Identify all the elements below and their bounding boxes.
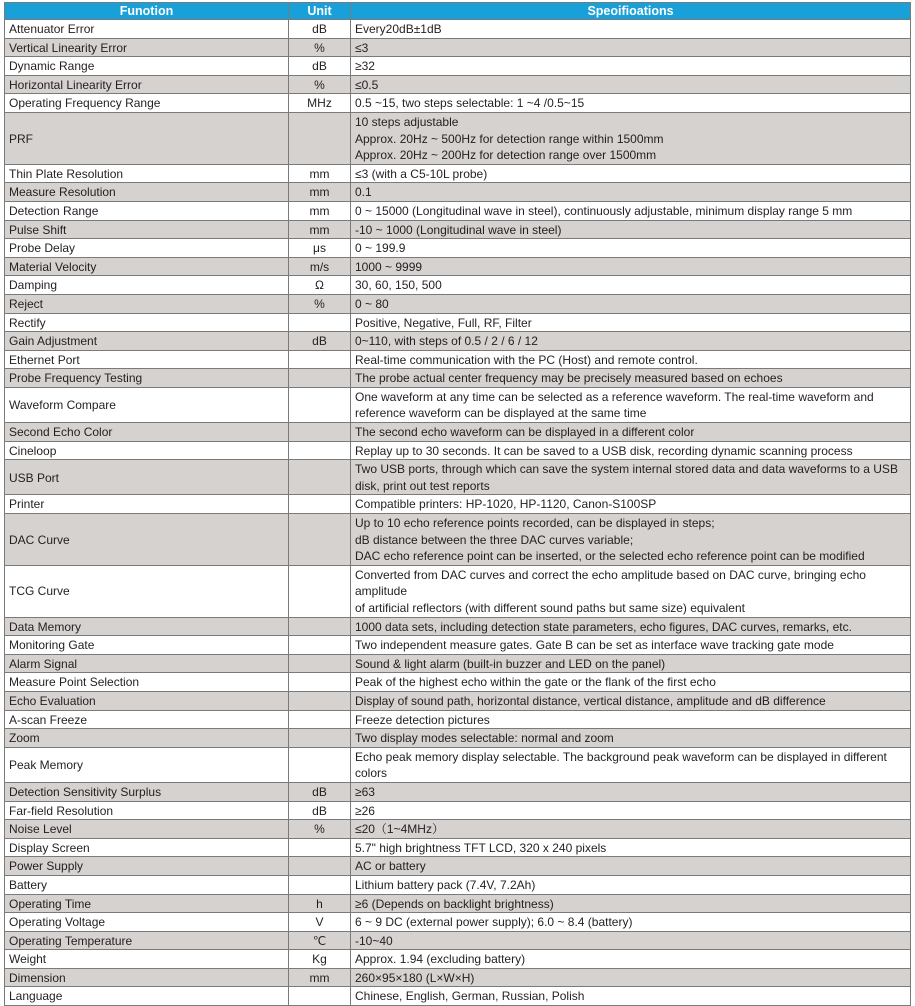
spec-line: 260×95×180 (L×W×H) bbox=[355, 970, 475, 985]
spec-cell bbox=[351, 950, 911, 969]
spec-cell bbox=[351, 369, 911, 388]
function-cell: Printer bbox=[5, 495, 289, 514]
table-row bbox=[5, 673, 911, 692]
spec-cell bbox=[351, 94, 911, 113]
spec-cell bbox=[351, 782, 911, 801]
spec-cell bbox=[351, 495, 911, 514]
spec-line: Two independent measure gates. Gate B can be set as interface wave tracking gate mode bbox=[355, 638, 834, 653]
table-row bbox=[5, 239, 911, 258]
unit-cell: ℃ bbox=[289, 931, 351, 950]
spec-line: Two display modes selectable: normal and zoom bbox=[355, 731, 614, 746]
unit-cell bbox=[289, 691, 351, 710]
table-row bbox=[5, 164, 911, 183]
function-cell: Ethernet Port bbox=[5, 350, 289, 369]
unit-cell bbox=[289, 673, 351, 692]
unit-cell: μs bbox=[289, 239, 351, 258]
spec-line: DAC echo reference point can be inserted, or the selected echo reference point can be modified bbox=[355, 549, 865, 564]
function-cell: Language bbox=[5, 987, 289, 1006]
table-row bbox=[5, 710, 911, 729]
function-cell: Cineloop bbox=[5, 441, 289, 460]
unit-cell bbox=[289, 857, 351, 876]
spec-cell bbox=[351, 710, 911, 729]
spec-cell bbox=[351, 183, 911, 202]
spec-line: 0 ~ 15000 (Longitudinal wave in steel), continuously adjustable, minimum display range 5 mm bbox=[355, 203, 853, 218]
table-row bbox=[5, 514, 911, 566]
spec-cell bbox=[351, 164, 911, 183]
spec-cell bbox=[351, 20, 911, 39]
unit-cell: % bbox=[289, 75, 351, 94]
function-cell: Display Screen bbox=[5, 838, 289, 857]
spec-cell bbox=[351, 294, 911, 313]
function-cell: Operating Time bbox=[5, 894, 289, 913]
unit-cell bbox=[289, 495, 351, 514]
unit-cell bbox=[289, 654, 351, 673]
spec-line: 0.5 ~15, two steps selectable: 1 ~4 /0.5~15 bbox=[355, 96, 585, 111]
function-cell: Far-field Resolution bbox=[5, 801, 289, 820]
table-row bbox=[5, 913, 911, 932]
spec-line: Freeze detection pictures bbox=[355, 712, 490, 727]
spec-line: ≤3 bbox=[355, 40, 369, 55]
spec-cell bbox=[351, 931, 911, 950]
spec-cell bbox=[351, 747, 911, 782]
unit-cell: mm bbox=[289, 201, 351, 220]
table-row bbox=[5, 441, 911, 460]
spec-line: Positive, Negative, Full, RF, Filter bbox=[355, 315, 532, 330]
unit-cell bbox=[289, 729, 351, 748]
unit-cell bbox=[289, 617, 351, 636]
function-cell: Thin Plate Resolution bbox=[5, 164, 289, 183]
spec-column-header: Speoifioations bbox=[351, 3, 911, 20]
spec-cell bbox=[351, 460, 911, 495]
function-cell: Attenuator Error bbox=[5, 20, 289, 39]
unit-cell: dB bbox=[289, 782, 351, 801]
spec-cell bbox=[351, 565, 911, 617]
spec-line: Every20dB±1dB bbox=[355, 22, 442, 36]
function-cell: Probe Delay bbox=[5, 239, 289, 258]
spec-cell bbox=[351, 968, 911, 987]
unit-cell bbox=[289, 460, 351, 495]
spec-line: -10 ~ 1000 (Longitudinal wave in steel) bbox=[355, 222, 562, 237]
spec-cell bbox=[351, 38, 911, 57]
spec-line: The probe actual center frequency may be precisely measured based on echoes bbox=[355, 371, 783, 386]
table-row bbox=[5, 636, 911, 655]
unit-cell bbox=[289, 636, 351, 655]
table-row bbox=[5, 57, 911, 76]
table-row bbox=[5, 460, 911, 495]
table-row bbox=[5, 729, 911, 748]
function-cell: Operating Temperature bbox=[5, 931, 289, 950]
spec-line: Peak of the highest echo within the gate or the flank of the first echo bbox=[355, 675, 716, 690]
function-cell: Gain Adjustment bbox=[5, 332, 289, 351]
spec-cell bbox=[351, 913, 911, 932]
function-cell: Measure Point Selection bbox=[5, 673, 289, 692]
unit-cell bbox=[289, 313, 351, 332]
function-cell: USB Port bbox=[5, 460, 289, 495]
unit-cell: % bbox=[289, 38, 351, 57]
function-cell: Waveform Compare bbox=[5, 387, 289, 422]
function-cell: Battery bbox=[5, 875, 289, 894]
spec-line: ≥6 (Depends on backlight brightness) bbox=[355, 896, 554, 911]
unit-cell bbox=[289, 514, 351, 566]
spec-line: 5.7" high brightness TFT LCD, 320 x 240 pixels bbox=[355, 840, 607, 855]
unit-cell: mm bbox=[289, 164, 351, 183]
unit-cell bbox=[289, 350, 351, 369]
spec-line: of artificial reflectors (with different sound paths but same size) equivalent bbox=[355, 601, 745, 615]
unit-cell: % bbox=[289, 820, 351, 839]
table-row bbox=[5, 950, 911, 969]
spec-line: ≤3 (with a C5-10L probe) bbox=[355, 166, 488, 181]
unit-cell: Kg bbox=[289, 950, 351, 969]
table-row bbox=[5, 38, 911, 57]
function-cell: Horizontal Linearity Error bbox=[5, 75, 289, 94]
table-row bbox=[5, 75, 911, 94]
unit-cell bbox=[289, 423, 351, 442]
spec-cell bbox=[351, 820, 911, 839]
unit-cell: V bbox=[289, 913, 351, 932]
unit-cell: dB bbox=[289, 57, 351, 76]
table-row bbox=[5, 801, 911, 820]
unit-cell bbox=[289, 710, 351, 729]
unit-cell: mm bbox=[289, 968, 351, 987]
spec-line: 0 ~ 80 bbox=[355, 296, 389, 311]
spec-cell bbox=[351, 75, 911, 94]
spec-cell bbox=[351, 220, 911, 239]
spec-line: 0.1 bbox=[355, 185, 372, 200]
table-row bbox=[5, 350, 911, 369]
function-cell: A-scan Freeze bbox=[5, 710, 289, 729]
specifications-table bbox=[4, 2, 911, 1006]
spec-cell bbox=[351, 57, 911, 76]
table-row bbox=[5, 313, 911, 332]
spec-cell bbox=[351, 387, 911, 422]
spec-cell bbox=[351, 239, 911, 258]
function-cell: Dimension bbox=[5, 968, 289, 987]
table-row bbox=[5, 276, 911, 295]
spec-cell bbox=[351, 691, 911, 710]
function-cell: Monitoring Gate bbox=[5, 636, 289, 655]
table-row bbox=[5, 838, 911, 857]
function-cell: Peak Memory bbox=[5, 747, 289, 782]
function-cell: DAC Curve bbox=[5, 514, 289, 566]
table-row bbox=[5, 820, 911, 839]
table-row bbox=[5, 894, 911, 913]
spec-line: ≤20（1~4MHz） bbox=[355, 822, 444, 837]
spec-line: 0~110, with steps of 0.5 / 2 / 6 / 12 bbox=[355, 334, 538, 349]
spec-cell bbox=[351, 636, 911, 655]
function-cell: Zoom bbox=[5, 729, 289, 748]
spec-line: ≥63 bbox=[355, 784, 375, 799]
spec-line: One waveform at any time can be selected as a reference waveform. The real-time waveform and bbox=[355, 389, 874, 404]
spec-line: Real-time communication with the PC (Host) and remote control. bbox=[355, 352, 698, 367]
unit-cell bbox=[289, 369, 351, 388]
table-row bbox=[5, 332, 911, 351]
spec-cell bbox=[351, 276, 911, 295]
spec-cell bbox=[351, 350, 911, 369]
table-row bbox=[5, 987, 911, 1006]
spec-cell bbox=[351, 857, 911, 876]
unit-cell: mm bbox=[289, 220, 351, 239]
spec-cell bbox=[351, 112, 911, 164]
unit-cell bbox=[289, 565, 351, 617]
unit-cell bbox=[289, 838, 351, 857]
spec-line: Replay up to 30 seconds. It can be saved to a USB disk, recording dynamic scanning process bbox=[355, 443, 853, 458]
table-row bbox=[5, 369, 911, 388]
spec-line: Two USB ports, through which can save the system internal stored data and data waveforms to a USB bbox=[355, 462, 898, 477]
spec-cell bbox=[351, 838, 911, 857]
table-row bbox=[5, 112, 911, 164]
specifications-body bbox=[5, 20, 911, 1006]
spec-line: 6 ~ 9 DC (external power supply); 6.0 ~ 8.4 (battery) bbox=[355, 915, 633, 930]
spec-line: dB distance between the three DAC curves variable; bbox=[355, 532, 634, 547]
spec-cell bbox=[351, 441, 911, 460]
table-row bbox=[5, 968, 911, 987]
function-cell: Vertical Linearity Error bbox=[5, 38, 289, 57]
spec-line: ≥32 bbox=[355, 59, 375, 74]
spec-line: Up to 10 echo reference points recorded, can be displayed in steps; bbox=[355, 516, 715, 531]
unit-cell bbox=[289, 387, 351, 422]
function-cell: Data Memory bbox=[5, 617, 289, 636]
unit-cell: h bbox=[289, 894, 351, 913]
spec-cell bbox=[351, 875, 911, 894]
function-cell: Damping bbox=[5, 276, 289, 295]
spec-cell bbox=[351, 514, 911, 566]
function-cell: Operating Frequency Range bbox=[5, 94, 289, 113]
function-cell: Power Supply bbox=[5, 857, 289, 876]
table-row bbox=[5, 294, 911, 313]
spec-cell bbox=[351, 673, 911, 692]
function-cell: Dynamic Range bbox=[5, 57, 289, 76]
spec-line: reference waveform can be displayed at the same time bbox=[355, 406, 647, 421]
unit-cell: MHz bbox=[289, 94, 351, 113]
spec-cell bbox=[351, 729, 911, 748]
table-row bbox=[5, 20, 911, 39]
spec-cell bbox=[351, 201, 911, 220]
unit-cell bbox=[289, 875, 351, 894]
function-cell: Probe Frequency Testing bbox=[5, 369, 289, 388]
unit-cell: Ω bbox=[289, 276, 351, 295]
function-cell: TCG Curve bbox=[5, 565, 289, 617]
spec-line: Lithium battery pack (7.4V, 7.2Ah) bbox=[355, 877, 536, 892]
table-row bbox=[5, 875, 911, 894]
unit-cell bbox=[289, 112, 351, 164]
table-row bbox=[5, 931, 911, 950]
table-row bbox=[5, 747, 911, 782]
spec-cell bbox=[351, 654, 911, 673]
function-cell: Detection Sensitivity Surplus bbox=[5, 782, 289, 801]
function-cell: Measure Resolution bbox=[5, 183, 289, 202]
table-row bbox=[5, 617, 911, 636]
spec-line: disk, print out test reports bbox=[355, 478, 490, 493]
function-cell: PRF bbox=[5, 112, 289, 164]
function-cell: Operating Voltage bbox=[5, 913, 289, 932]
unit-cell bbox=[289, 747, 351, 782]
spec-line: Approx. 1.94 (excluding battery) bbox=[355, 952, 526, 967]
spec-line: Echo peak memory display selectable. The background peak waveform can be displayed in different colors bbox=[355, 749, 887, 781]
spec-line: 0 ~ 199.9 bbox=[355, 241, 406, 256]
unit-cell bbox=[289, 987, 351, 1006]
spec-line: AC or battery bbox=[355, 859, 426, 874]
spec-line: 30, 60, 150, 500 bbox=[355, 278, 442, 293]
spec-line: Compatible printers: HP-1020, HP-1120, Canon-S100SP bbox=[355, 497, 657, 512]
spec-line: Display of sound path, horizontal distance, vertical distance, amplitude and dB difference bbox=[355, 693, 826, 708]
spec-cell bbox=[351, 894, 911, 913]
table-row bbox=[5, 94, 911, 113]
function-cell: Alarm Signal bbox=[5, 654, 289, 673]
spec-line: ≤0.5 bbox=[355, 77, 379, 92]
unit-cell: % bbox=[289, 294, 351, 313]
spec-line: -10~40 bbox=[355, 933, 393, 948]
function-cell: Second Echo Color bbox=[5, 423, 289, 442]
table-row bbox=[5, 387, 911, 422]
function-cell: Echo Evaluation bbox=[5, 691, 289, 710]
function-cell: Pulse Shift bbox=[5, 220, 289, 239]
spec-line: Chinese, English, German, Russian, Polish bbox=[355, 989, 585, 1004]
unit-cell: mm bbox=[289, 183, 351, 202]
table-row bbox=[5, 691, 911, 710]
spec-cell bbox=[351, 987, 911, 1006]
spec-line: Approx. 20Hz ~ 500Hz for detection range within 1500mm bbox=[355, 131, 664, 146]
function-cell: Detection Range bbox=[5, 201, 289, 220]
table-row bbox=[5, 423, 911, 442]
spec-line: Approx. 20Hz ~ 200Hz for detection range over 1500mm bbox=[355, 148, 657, 163]
table-row bbox=[5, 857, 911, 876]
spec-cell bbox=[351, 617, 911, 636]
table-header-row bbox=[5, 3, 911, 20]
spec-line: 1000 data sets, including detection state parameters, echo figures, DAC curves, remarks, etc. bbox=[355, 619, 852, 634]
spec-line: 10 steps adjustable bbox=[355, 114, 459, 129]
unit-column-header: Unit bbox=[289, 3, 351, 20]
spec-cell bbox=[351, 313, 911, 332]
spec-line: Converted from DAC curves and correct the echo amplitude based on DAC curve, bringing echo amplitude bbox=[355, 567, 866, 599]
table-row bbox=[5, 257, 911, 276]
function-column-header: Funotion bbox=[5, 3, 289, 20]
function-cell: Reject bbox=[5, 294, 289, 313]
unit-cell: dB bbox=[289, 801, 351, 820]
spec-line: The second echo waveform can be displayed in a different color bbox=[355, 425, 695, 440]
function-cell: Noise Level bbox=[5, 820, 289, 839]
function-cell: Rectify bbox=[5, 313, 289, 332]
unit-cell bbox=[289, 441, 351, 460]
table-row bbox=[5, 495, 911, 514]
spec-cell bbox=[351, 332, 911, 351]
table-row bbox=[5, 201, 911, 220]
table-row bbox=[5, 183, 911, 202]
unit-cell: dB bbox=[289, 332, 351, 351]
table-row bbox=[5, 565, 911, 617]
function-cell: Material Velocity bbox=[5, 257, 289, 276]
spec-cell bbox=[351, 257, 911, 276]
unit-cell: dB bbox=[289, 20, 351, 39]
unit-cell: m/s bbox=[289, 257, 351, 276]
spec-line: ≥26 bbox=[355, 803, 375, 818]
table-row bbox=[5, 654, 911, 673]
spec-cell bbox=[351, 801, 911, 820]
function-cell: Weight bbox=[5, 950, 289, 969]
table-row bbox=[5, 782, 911, 801]
spec-line: Sound & light alarm (built-in buzzer and LED on the panel) bbox=[355, 656, 666, 671]
table-row bbox=[5, 220, 911, 239]
spec-line: 1000 ~ 9999 bbox=[355, 259, 423, 274]
spec-cell bbox=[351, 423, 911, 442]
